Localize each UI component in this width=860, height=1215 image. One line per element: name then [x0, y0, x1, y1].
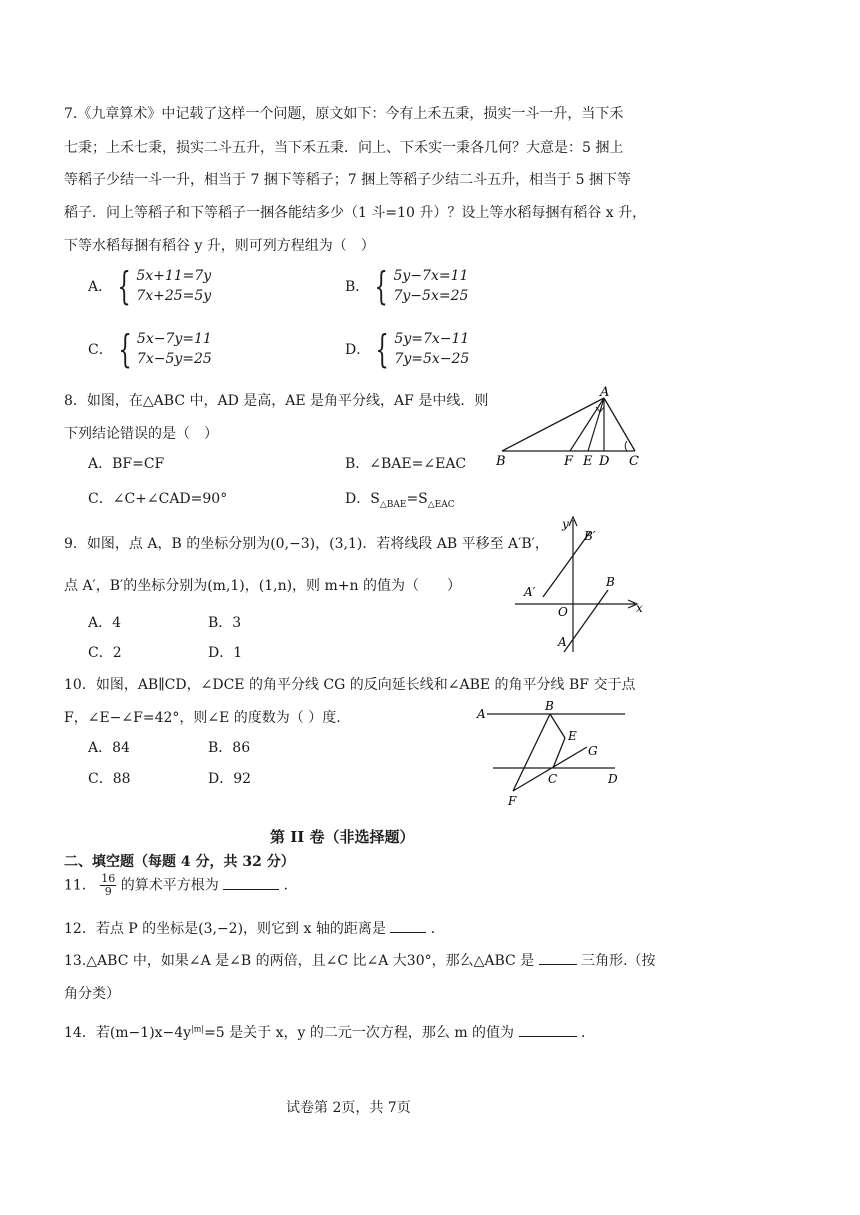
label-f: F	[564, 454, 574, 469]
label-e: E	[583, 454, 593, 469]
q14-text-2: =5 是关于 x，y 的二元一次方程，那么 m 的值为	[204, 1025, 515, 1041]
q10-option-d[interactable]: D．92	[208, 771, 252, 787]
q7-line-2: 七秉；上禾七秉，损实二斗五升，当下禾五秉．问上、下禾实一秉各几何？大意是：5 捆上	[64, 140, 624, 156]
q10-option-b[interactable]: B．86	[208, 740, 251, 756]
q7-line-5: 下等水稻每捆有稻谷 y 升，则可列方程组为（ ）	[64, 238, 375, 254]
label-e: E	[568, 729, 577, 743]
label-a: A	[477, 707, 486, 721]
subscript: △BAE	[379, 499, 407, 510]
q8-option-b[interactable]: B．∠BAE=∠EAC	[345, 456, 467, 472]
segment-ac	[604, 398, 635, 451]
q12-text: 12．若点 P 的坐标是(3,−2)，则它到 x 轴的距离是	[64, 921, 386, 937]
q10-option-c[interactable]: C．88	[88, 771, 131, 787]
subscript: △EAC	[427, 499, 455, 510]
q9-line-1: 9．如图，点 A，B 的坐标分别为(0,−3)，(3,1)．若将线段 AB 平移至 A′B′，	[64, 536, 549, 552]
q8-triangle-figure	[490, 385, 650, 470]
q10-line-2: F，∠E−∠F=42°，则∠E 的度数为（ ）度.	[64, 710, 341, 726]
segment-ae	[588, 398, 604, 451]
option-label: D．	[345, 342, 371, 358]
q8-option-a[interactable]: A．BF=CF	[88, 456, 165, 472]
q14-text: 14．若(m−1)x−4y	[64, 1025, 192, 1041]
q7-line-3: 等稻子少结一斗一升，相当于 7 捆下等稻子；7 捆上等稻子少结二斗五升，相当于 5 捆下等	[64, 172, 631, 188]
fraction	[100, 873, 116, 898]
q7-line-1: 7.《九章算术》中记载了这样一个问题，原文如下：今有上禾五秉，损实一斗一升，当下禾	[64, 106, 624, 122]
option-label: B．	[345, 279, 370, 295]
brace-icon: {	[117, 264, 131, 308]
segment-be	[550, 714, 565, 738]
option-label: A．	[88, 279, 113, 295]
exponent: |m|	[191, 1024, 205, 1034]
denominator: 9	[104, 885, 112, 898]
equals: =S	[406, 491, 428, 507]
q9-line-2: 点 A′，B′的坐标分别为(m,1)，(1,n)，则 m+n 的值为（ ）	[64, 578, 461, 594]
label-g: G	[588, 744, 598, 758]
equation: 7x−5y=25	[136, 351, 212, 367]
label-o: O	[558, 605, 568, 619]
q11-text: 的算术平方根为	[120, 877, 219, 894]
segment-a1b1	[543, 532, 590, 597]
label-d: D	[599, 454, 610, 469]
period: ．	[430, 921, 445, 937]
label-f: F	[508, 794, 517, 808]
q7-option-a[interactable]	[88, 266, 211, 306]
label-b: B	[496, 454, 506, 469]
equation: 7y−5x=25	[393, 288, 469, 304]
segment-af	[570, 398, 604, 451]
q8-line-1: 8．如图，在△ABC 中，AD 是高，AE 是角平分线，AF 是中线．则	[64, 393, 489, 409]
brace-icon: {	[375, 327, 389, 371]
label-x: x	[636, 601, 643, 615]
q7-option-c[interactable]	[88, 329, 212, 369]
q7-option-b[interactable]	[345, 266, 468, 306]
q13-text-end: 三角形.（按	[581, 953, 656, 969]
page-footer: 试卷第 2页，共 7页	[286, 1100, 411, 1116]
brace-icon: {	[374, 264, 389, 308]
q10-line-1: 10．如图，AB∥CD，∠DCE 的角平分线 CG 的反向延长线和∠ABE 的角平分线 BF 交于点	[64, 677, 636, 693]
option-d-label: D．S	[345, 491, 380, 507]
answer-blank[interactable]	[539, 952, 577, 965]
label-b-prime: B′	[584, 529, 596, 543]
q9-coordinate-figure	[510, 512, 645, 657]
numerator: 16	[101, 872, 116, 885]
part-2-title: 第 II 卷（非选择题）	[270, 828, 415, 846]
period: ．	[283, 877, 298, 894]
brace-icon: {	[118, 327, 132, 371]
label-a: A	[558, 635, 567, 649]
label-b: B	[606, 575, 615, 589]
question-13-line-2: 角分类）	[64, 986, 120, 1002]
q7-option-d[interactable]	[345, 329, 469, 369]
q10-option-a[interactable]: A．84	[88, 740, 130, 756]
equation: 7y=5x−25	[394, 351, 470, 367]
label-c: C	[629, 454, 639, 469]
q9-option-b[interactable]: B．3	[208, 615, 242, 631]
segment-ab	[564, 590, 608, 652]
q13-text: 13.△ABC 中，如果∠A 是∠B 的两倍，且∠C 比∠A 大30°，那么△ABC 是	[64, 953, 535, 969]
question-13-line-1	[64, 950, 656, 970]
label-c: C	[548, 772, 558, 786]
label-a-prime: A′	[524, 585, 536, 599]
question-14	[64, 1022, 595, 1042]
option-label: C．	[88, 342, 113, 358]
equation: 7x+25=5y	[136, 288, 212, 304]
angle-mark	[625, 441, 627, 451]
label-d: D	[608, 772, 618, 786]
answer-blank[interactable]	[390, 920, 426, 933]
q8-option-d[interactable]	[345, 488, 455, 510]
question-12	[64, 918, 445, 938]
q9-option-a[interactable]: A．4	[88, 615, 122, 631]
answer-blank[interactable]	[519, 1024, 577, 1037]
answer-blank[interactable]	[223, 877, 279, 890]
q10-parallel-lines-figure	[475, 695, 635, 810]
q8-line-2: 下列结论错误的是（ ）	[64, 426, 218, 442]
q11-number: 11．	[64, 877, 96, 894]
q8-option-c[interactable]: C．∠C+∠CAD=90°	[88, 491, 228, 507]
equation: 5x−7y=11	[136, 331, 212, 347]
q7-line-4: 稻子．问上等稻子和下等稻子一捆各能结多少（1 斗=10 升）？设上等水稻每捆有稻谷 x 升，	[64, 205, 647, 221]
q9-option-c[interactable]: C．2	[88, 645, 122, 661]
label-y: y	[562, 517, 569, 531]
label-b: B	[545, 699, 554, 713]
segment-ab	[502, 398, 604, 451]
period: ．	[580, 1025, 595, 1041]
equation: 5y=7x−11	[394, 331, 470, 347]
q9-option-d[interactable]: D．1	[208, 645, 243, 661]
equation: 5y−7x=11	[393, 268, 469, 284]
label-a: A	[600, 385, 610, 400]
question-11	[64, 873, 298, 898]
equation: 5x+11=7y	[136, 268, 212, 284]
section-2-title: 二、填空题（每题 4 分，共 32 分）	[64, 854, 295, 870]
